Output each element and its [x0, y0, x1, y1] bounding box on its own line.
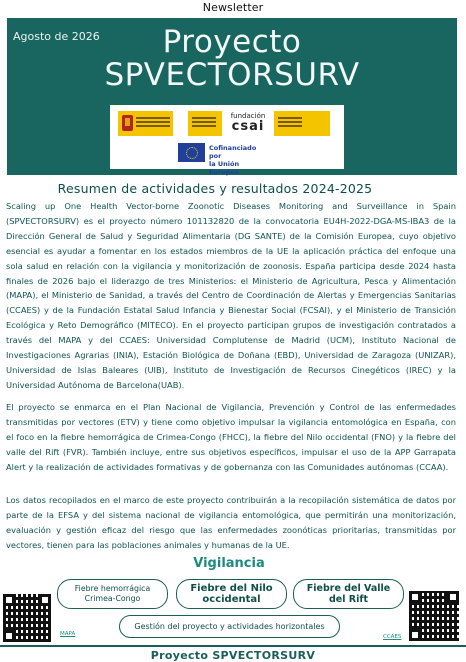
summary-paragraph-1: Scaling up One Health Vector-borne Zoonotic Diseases Monitoring and Surveillance in Spain (SPVECTORSURV) es el proyecto número 101132820 de la convocatoria EU4H-2022-DGA-MS-IBA3 de la Dirección General de Salud y Seguridad Alimentaria (DG SANTE) de la Comisión Europea, cuyo objetivo esencial es ayudar a fomentar en los estados miembros de la UE la aplicación práctica del enfoque una sola salud en relación con la vigilancia y monitorización de zoonosis. España participa desde 2024 hasta finales de 2026 bajo el liderazgo de tres Ministerios: el Ministerio de Agricultura, Pesca y Alimentación (MAPA), el Ministerio de Sanidad, a través del Centro de Coordinación de Alertas y Emergencias Sanitarias (CCAES) y de la Fundación Estatal Salud Infancia y Bienestar Social (FCSAI), y el Ministerio de Transición Ecológica y Reto Demográfico (MITECO). En el proyecto participan grupos de investigación contratados a través del MAPA y del CCAES: Universidad Complutense de Madrid (UCM), Instituto Nacional de Investigaciones Agrarias (INIA), Estación Biológica de Doñana (EBD), Universidad de Zaragoza (UNIZAR), Universidad de Islas Baleares (UIB), Instituto de Investigación de Recursos Cinegéticos (IREC) y la Universidad Autónoma de Barcelona(UAB).	[6, 201, 456, 390]
project-title	[7, 26, 457, 92]
eu-cofunding-text	[209, 144, 266, 176]
fvr-button[interactable]: Fiebre del Valle del Rift	[293, 579, 404, 609]
eu-cofunding-logo	[178, 142, 266, 176]
csai-top-text: fundación	[230, 112, 266, 120]
vigilancia-heading: Vigilancia	[193, 556, 265, 571]
summary-paragraph-3: Los datos recopilados en el marco de este proyecto contribuirán a la recopilación sistemática de datos por parte de la EFSA y del sistema nacional de vigilancia entomológica, que permitirán una monitorización, evaluación y gestión eficaz del riesgo que las enfermedades zoonóticas prioritarias, transmitidas por vectores, tienen para las poblaciones animales y humanas de la UE.	[6, 495, 456, 550]
logo-text-lines	[136, 117, 170, 119]
ministry-ecology-logo	[274, 111, 330, 136]
summary-heading: Resumen de actividades y resultados 2024-2025	[57, 181, 373, 196]
eu-text-line1: Cofinanciado por	[209, 144, 257, 160]
header-banner	[7, 18, 457, 175]
summary-paragraph-2: El proyecto se enmarca en el Plan Nacional de Vigilancia, Prevención y Control de las enfermedades transmitidas por vectores (ETV) y tiene como objetivo impulsar la vigilancia entomológica en España, con el foco en la fiebre hemorrágica de Crimea-Congo (FHCC), la fiebre del Nilo occidental (FNO) y la fiebre del valle del Rift (FVR). También incluye, entre sus objetivos específicos, impulsar el uso de la APP Garrapata Alert y la realización de actividades formativas y de gobernanza con las Comunidades autónomas (CCAA).	[6, 402, 456, 472]
logo-text-lines	[278, 117, 302, 119]
logo-text-lines	[192, 117, 216, 119]
fhcc-button[interactable]: Fiebre hemorrágica Crimea-Congo	[57, 579, 168, 609]
eu-flag-icon	[178, 143, 205, 162]
newsletter-label: Newsletter	[202, 1, 264, 14]
spain-crest-icon	[122, 115, 133, 131]
csai-logo	[226, 112, 270, 134]
ccaes-link[interactable]: CCAES	[383, 634, 402, 640]
qr-corner	[409, 629, 421, 641]
csai-name: csai	[231, 119, 265, 134]
project-title-line2: SPVECTORSURV	[104, 57, 360, 93]
mapa-link[interactable]: MAPA	[60, 631, 76, 637]
footer-divider	[0, 645, 466, 647]
ministry-agriculture-logo	[118, 111, 173, 136]
qr-code-mapa[interactable]	[3, 594, 51, 642]
footer-title: Proyecto SPVECTORSURV	[150, 649, 316, 662]
qr-corner	[3, 630, 15, 642]
project-title-line1: Proyecto	[162, 24, 302, 60]
issue-date: Agosto de 2026	[13, 30, 100, 43]
ministry-health-logo	[188, 111, 222, 136]
fno-button[interactable]: Fiebre del Nilo occidental	[176, 579, 287, 609]
eu-text-line2: la Unión Europea	[209, 160, 240, 176]
sponsor-logos	[110, 105, 344, 176]
project-management-button[interactable]: Gestión del proyecto y actividades horizontales	[119, 615, 340, 638]
qr-code-ccaes[interactable]	[409, 591, 459, 641]
